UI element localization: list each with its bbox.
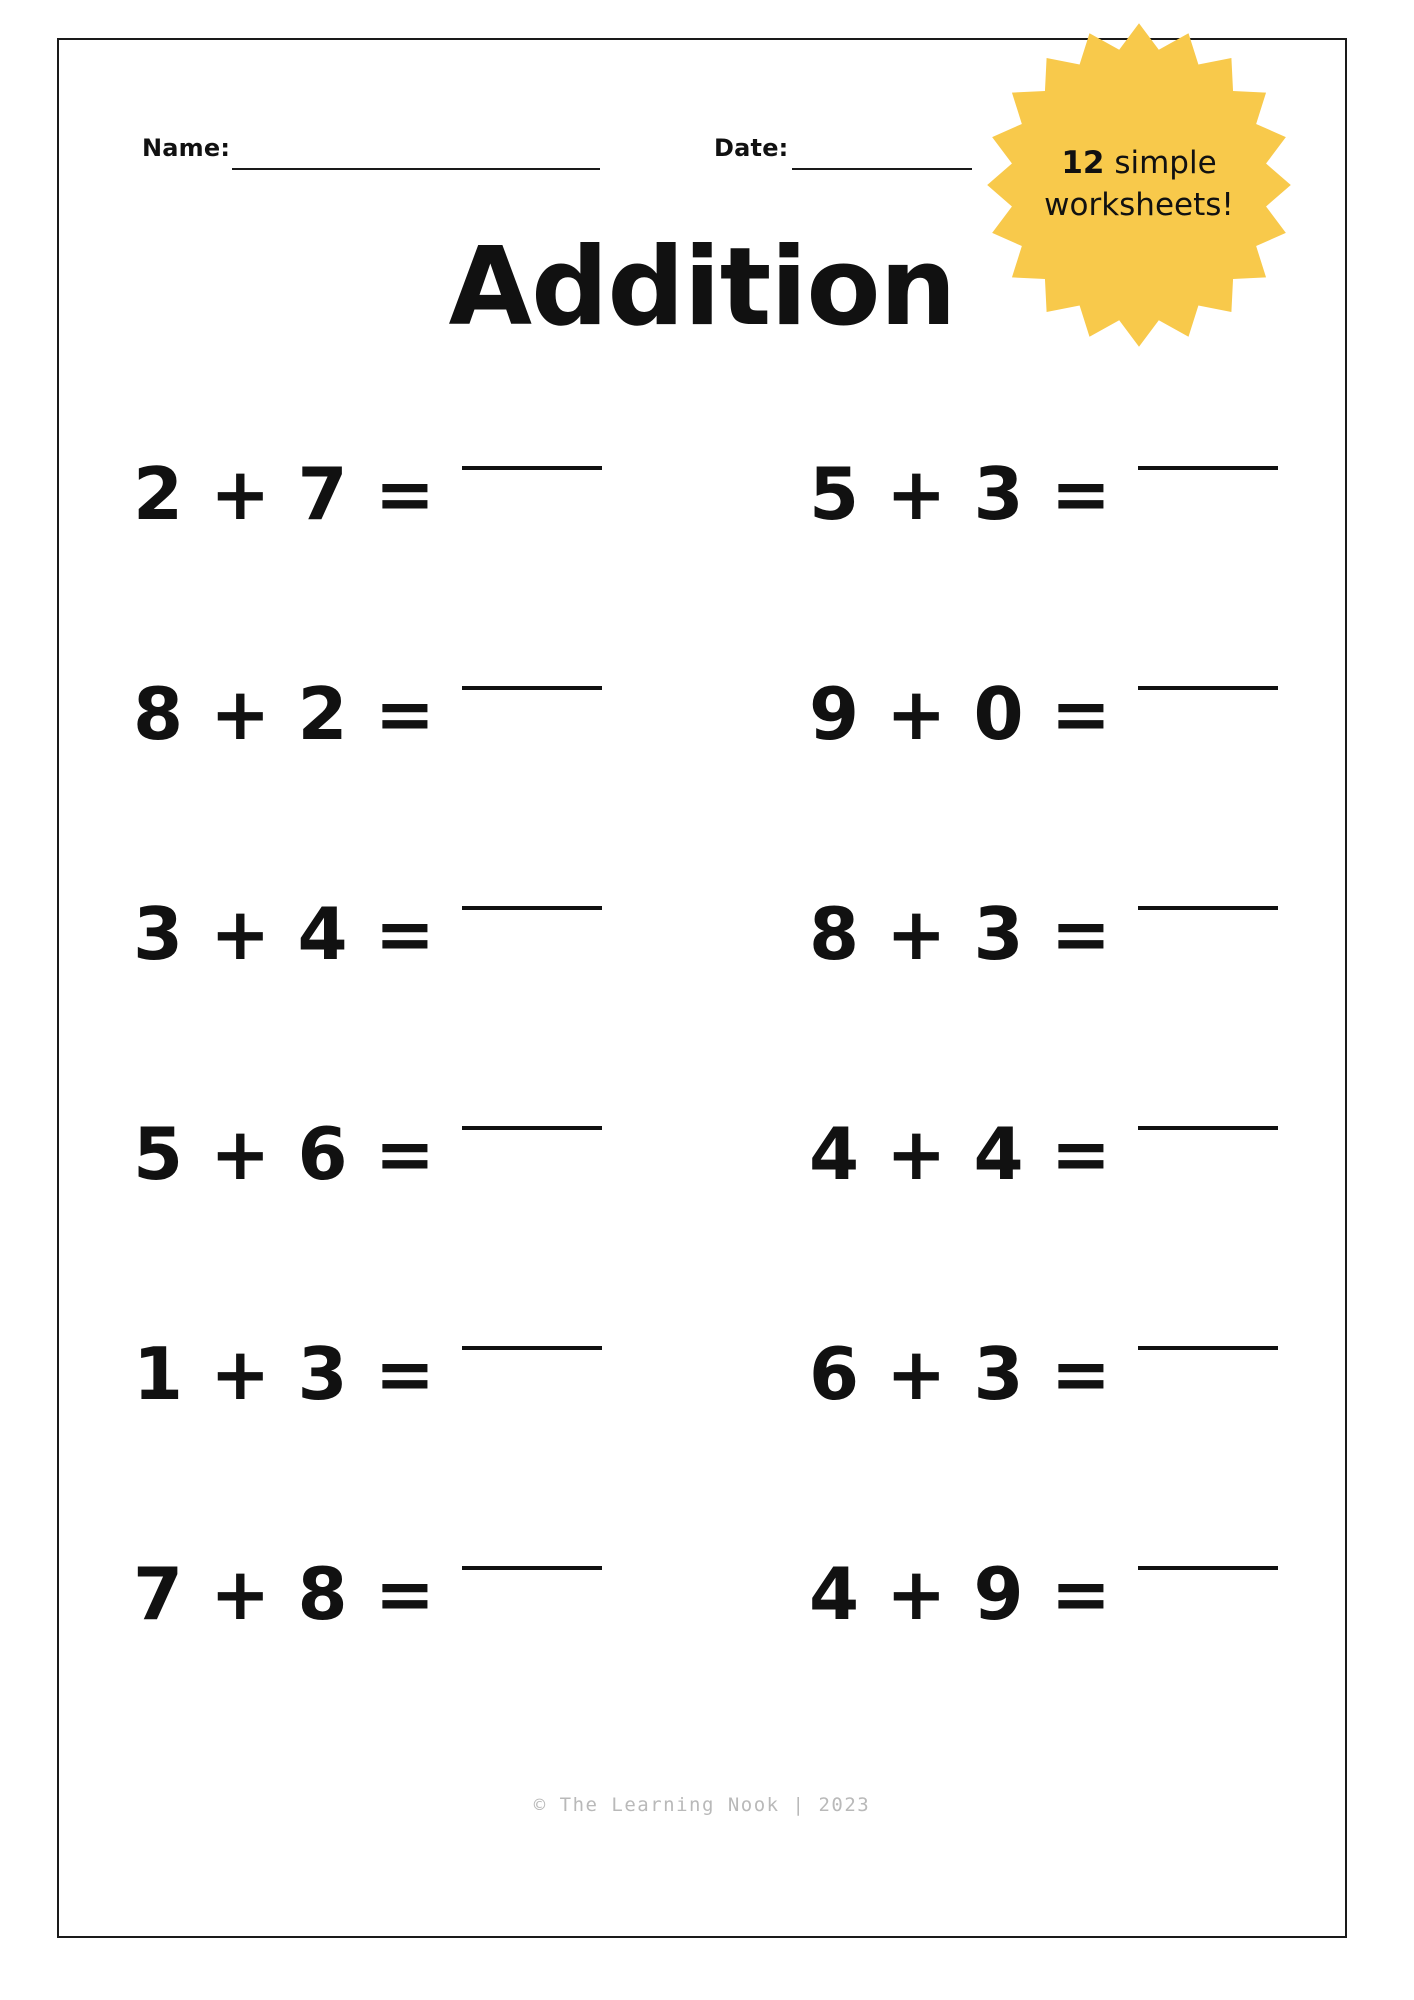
answer-blank[interactable] [462,1126,602,1130]
promo-count: 12 [1061,145,1105,182]
problem-expression: 2 + 7 = [132,452,437,536]
problem-expression: 4 + 4 = [808,1112,1113,1196]
answer-blank[interactable] [462,466,602,470]
problem-item [59,1540,702,1760]
problem-expression: 8 + 2 = [132,672,437,756]
answer-blank[interactable] [462,1566,602,1570]
problem-item [702,660,1345,880]
footer-credit: © The Learning Nook | 2023 [533,1794,871,1816]
problem-expression: 8 + 3 = [808,892,1113,976]
answer-blank[interactable] [1138,906,1278,910]
name-label: Name: [142,134,231,162]
problem-expression: 3 + 4 = [132,892,437,976]
date-input-line[interactable] [792,168,972,170]
answer-blank[interactable] [462,906,602,910]
problem-item [702,880,1345,1100]
problem-expression: 6 + 3 = [808,1332,1113,1416]
answer-blank[interactable] [1138,466,1278,470]
problem-expression: 9 + 0 = [808,672,1113,756]
problem-item [59,1320,702,1540]
problem-expression: 4 + 9 = [808,1552,1113,1636]
problem-item [59,1100,702,1320]
promo-line1: simple [1104,145,1217,182]
problem-item [702,1320,1345,1540]
answer-blank[interactable] [462,686,602,690]
promo-badge-text [974,20,1304,350]
promo-badge [974,20,1304,350]
problem-expression: 5 + 3 = [808,452,1113,536]
problem-expression: 7 + 8 = [132,1552,437,1636]
problem-item [59,660,702,880]
problems-grid [59,440,1345,1760]
date-label: Date: [714,134,789,162]
answer-blank[interactable] [1138,686,1278,690]
name-input-line[interactable] [232,168,600,170]
answer-blank[interactable] [1138,1566,1278,1570]
worksheet-page [57,38,1347,1938]
answer-blank[interactable] [1138,1346,1278,1350]
problem-item [59,880,702,1100]
problem-expression: 5 + 6 = [132,1112,437,1196]
problem-item [702,440,1345,660]
problem-item [59,440,702,660]
problem-expression: 1 + 3 = [132,1332,437,1416]
answer-blank[interactable] [1138,1126,1278,1130]
promo-line2: worksheets! [1044,187,1234,223]
page-title: Addition [448,225,956,350]
problem-item [702,1100,1345,1320]
answer-blank[interactable] [462,1346,602,1350]
problem-item [702,1540,1345,1760]
